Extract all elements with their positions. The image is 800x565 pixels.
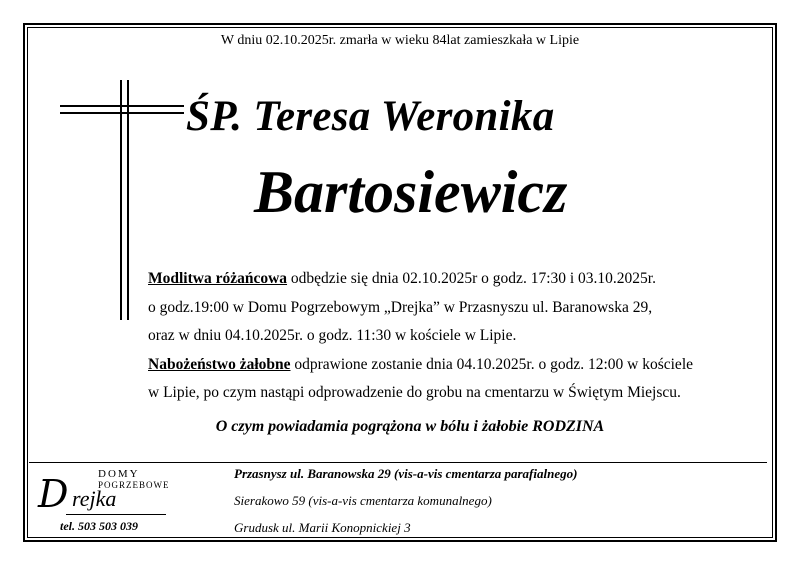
rosary-label: Modlitwa różańcowa [148, 270, 288, 287]
funeral-label: Nabożeństwo żałobne [148, 355, 291, 373]
funeral-line: Nabożeństwo żałobne odprawione zostanie dnia 04.10.2025r. o godz. 12:00 w kościele [148, 355, 694, 373]
address-przasnysz: Przasnysz ul. Baranowska 29 (vis-a-vis cmentarza parafialnego) [234, 466, 578, 481]
rosary-line-3: oraz w dniu 04.10.2025r. o godz. 11:30 w kościele w Lipie. [148, 327, 517, 344]
death-announcement: W dniu 02.10.2025r. zmarła w wieku 84lat zamieszkała w Lipie [220, 33, 580, 48]
closing-line: O czym powiadamia pogrążona w bólu i żałobie RODZINA [215, 418, 605, 435]
address-grudusk: Grudusk ul. Marii Konopnickiej 3 [234, 520, 411, 535]
phone-number: tel. 503 503 039 [60, 519, 138, 533]
rosary-line: Modlitwa różańcowa odbędzie się dnia 02.10.2025r o godz. 17:30 i 03.10.2025r. [148, 270, 656, 287]
deceased-surname: Bartosiewicz [254, 159, 568, 225]
rosary-line-2: o godz.19:00 w Domu Pogrzebowym „Drejka” w Przasnyszu ul. Baranowska 29, [148, 298, 653, 316]
funeral-home-logo: DOMY POGRZEBOWE D rejka tel. 503 503 039 [38, 468, 170, 533]
footer-divider [29, 462, 767, 463]
funeral-line-2: w Lipie, po czym nastąpi odprowadzenie do grobu na cmentarzu w Świętym Miejscu. [148, 384, 681, 401]
deceased-name: ŚP. Teresa Weronika [186, 93, 555, 140]
ceremony-details [148, 265, 778, 408]
address-sierakowo: Sierakowo 59 (vis-a-vis cmentarza komunalnego) [234, 493, 492, 508]
